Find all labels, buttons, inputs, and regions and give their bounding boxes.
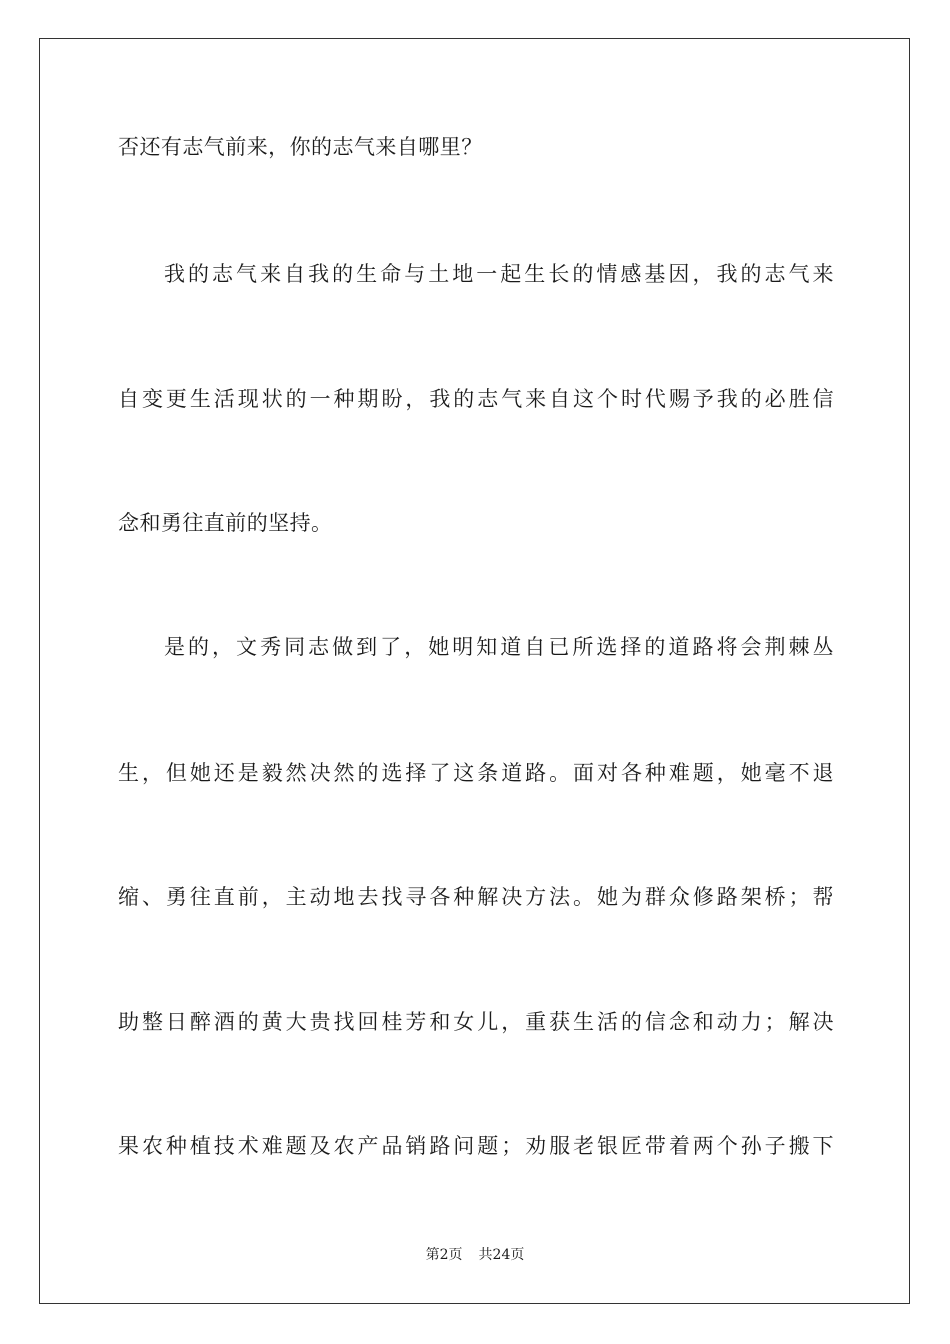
page-footer: [0, 1245, 950, 1265]
text-line: 缩、勇往直前，主动地去找寻各种解决方法。她为群众修路架桥；帮: [118, 885, 834, 909]
paragraph-start-line: 我的志气来自我的生命与土地一起生长的情感基因，我的志气来: [164, 262, 834, 286]
text-line: 生，但她还是毅然决然的选择了这条道路。面对各种难题，她毫不退: [118, 761, 834, 785]
total-pages: 共24页: [478, 1247, 525, 1263]
page-number: 第2页: [425, 1247, 463, 1263]
text-line: 助整日醉酒的黄大贵找回桂芳和女儿，重获生活的信念和动力；解决: [118, 1010, 834, 1034]
text-line: 否还有志气前来，你的志气来自哪里？: [118, 135, 483, 159]
text-line: 念和勇往直前的坚持。: [118, 511, 333, 535]
page-border: [39, 38, 910, 1304]
paragraph-start-line: 是的，文秀同志做到了，她明知道自已所选择的道路将会荆棘丛: [164, 635, 834, 659]
text-line: 自变更生活现状的一种期盼，我的志气来自这个时代赐予我的必胜信: [118, 387, 834, 411]
text-line: 果农种植技术难题及农产品销路问题；劝服老银匠带着两个孙子搬下: [118, 1134, 834, 1158]
